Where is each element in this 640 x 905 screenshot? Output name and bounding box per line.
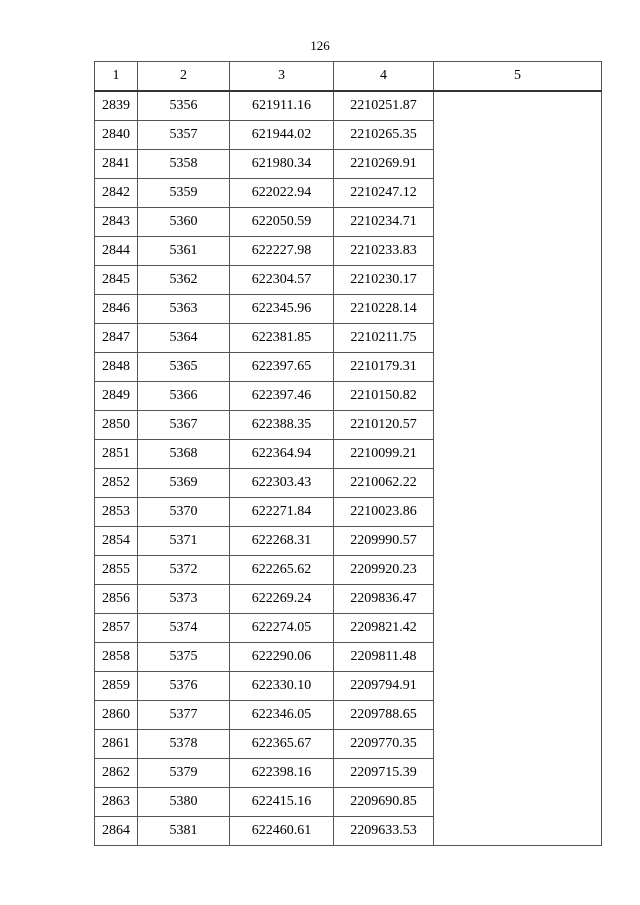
- notes-cell: [434, 91, 602, 846]
- coordinate-y-cell: 2209836.47: [334, 585, 434, 614]
- coordinate-x-cell: 622227.98: [230, 237, 334, 266]
- coordinate-x-cell: 622397.65: [230, 353, 334, 382]
- column-header: 1: [95, 62, 138, 92]
- coordinate-x-cell: 622265.62: [230, 556, 334, 585]
- point-number-cell: 5368: [138, 440, 230, 469]
- coordinate-y-cell: 2210251.87: [334, 91, 434, 121]
- coordinate-x-cell: 621911.16: [230, 91, 334, 121]
- coordinate-x-cell: 621944.02: [230, 121, 334, 150]
- table-header: [95, 62, 602, 92]
- coordinate-x-cell: 622397.46: [230, 382, 334, 411]
- coordinate-x-cell: 622345.96: [230, 295, 334, 324]
- coordinate-x-cell: 622271.84: [230, 498, 334, 527]
- point-number-cell: 5357: [138, 121, 230, 150]
- coordinate-x-cell: 622050.59: [230, 208, 334, 237]
- column-header: 2: [138, 62, 230, 92]
- point-number-cell: 5363: [138, 295, 230, 324]
- coordinate-y-cell: 2209633.53: [334, 817, 434, 846]
- row-number-cell: 2845: [95, 266, 138, 295]
- row-number-cell: 2862: [95, 759, 138, 788]
- row-number-cell: 2840: [95, 121, 138, 150]
- point-number-cell: 5369: [138, 469, 230, 498]
- coordinate-y-cell: 2209990.57: [334, 527, 434, 556]
- point-number-cell: 5366: [138, 382, 230, 411]
- row-number-cell: 2848: [95, 353, 138, 382]
- coordinate-y-cell: 2209690.85: [334, 788, 434, 817]
- coordinate-y-cell: 2210234.71: [334, 208, 434, 237]
- coordinate-y-cell: 2210265.35: [334, 121, 434, 150]
- row-number-cell: 2854: [95, 527, 138, 556]
- coordinate-y-cell: 2210269.91: [334, 150, 434, 179]
- column-header: 4: [334, 62, 434, 92]
- point-number-cell: 5365: [138, 353, 230, 382]
- point-number-cell: 5374: [138, 614, 230, 643]
- coordinate-y-cell: 2210062.22: [334, 469, 434, 498]
- row-number-cell: 2844: [95, 237, 138, 266]
- coordinate-x-cell: 622303.43: [230, 469, 334, 498]
- coordinate-y-cell: 2210228.14: [334, 295, 434, 324]
- row-number-cell: 2851: [95, 440, 138, 469]
- row-number-cell: 2856: [95, 585, 138, 614]
- point-number-cell: 5364: [138, 324, 230, 353]
- row-number-cell: 2859: [95, 672, 138, 701]
- column-header: 3: [230, 62, 334, 92]
- point-number-cell: 5356: [138, 91, 230, 121]
- point-number-cell: 5381: [138, 817, 230, 846]
- coordinate-x-cell: 622364.94: [230, 440, 334, 469]
- row-number-cell: 2853: [95, 498, 138, 527]
- point-number-cell: 5376: [138, 672, 230, 701]
- point-number-cell: 5378: [138, 730, 230, 759]
- row-number-cell: 2847: [95, 324, 138, 353]
- point-number-cell: 5361: [138, 237, 230, 266]
- row-number-cell: 2855: [95, 556, 138, 585]
- header-row: [95, 62, 602, 92]
- coordinate-y-cell: 2210099.21: [334, 440, 434, 469]
- point-number-cell: 5379: [138, 759, 230, 788]
- point-number-cell: 5362: [138, 266, 230, 295]
- coordinate-x-cell: 621980.34: [230, 150, 334, 179]
- row-number-cell: 2864: [95, 817, 138, 846]
- point-number-cell: 5373: [138, 585, 230, 614]
- coordinate-y-cell: 2210211.75: [334, 324, 434, 353]
- coordinate-y-cell: 2210150.82: [334, 382, 434, 411]
- row-number-cell: 2841: [95, 150, 138, 179]
- row-number-cell: 2860: [95, 701, 138, 730]
- coordinate-y-cell: 2210120.57: [334, 411, 434, 440]
- point-number-cell: 5380: [138, 788, 230, 817]
- coordinate-x-cell: 622022.94: [230, 179, 334, 208]
- row-number-cell: 2846: [95, 295, 138, 324]
- coordinate-x-cell: 622460.61: [230, 817, 334, 846]
- point-number-cell: 5371: [138, 527, 230, 556]
- coordinate-x-cell: 622268.31: [230, 527, 334, 556]
- row-number-cell: 2843: [95, 208, 138, 237]
- coordinate-y-cell: 2209788.65: [334, 701, 434, 730]
- coordinate-y-cell: 2210230.17: [334, 266, 434, 295]
- coordinate-x-cell: 622388.35: [230, 411, 334, 440]
- coordinate-y-cell: 2209715.39: [334, 759, 434, 788]
- point-number-cell: 5375: [138, 643, 230, 672]
- point-number-cell: 5377: [138, 701, 230, 730]
- coordinate-y-cell: 2209821.42: [334, 614, 434, 643]
- coordinate-x-cell: 622381.85: [230, 324, 334, 353]
- row-number-cell: 2839: [95, 91, 138, 121]
- coordinates-table: [94, 61, 602, 846]
- table-body: [95, 91, 602, 846]
- coordinate-x-cell: 622346.05: [230, 701, 334, 730]
- coordinate-x-cell: 622274.05: [230, 614, 334, 643]
- point-number-cell: 5370: [138, 498, 230, 527]
- row-number-cell: 2857: [95, 614, 138, 643]
- coordinate-y-cell: 2209811.48: [334, 643, 434, 672]
- coordinate-x-cell: 622290.06: [230, 643, 334, 672]
- coordinate-y-cell: 2209770.35: [334, 730, 434, 759]
- coordinate-x-cell: 622304.57: [230, 266, 334, 295]
- coordinate-x-cell: 622415.16: [230, 788, 334, 817]
- coordinate-y-cell: 2210233.83: [334, 237, 434, 266]
- coordinate-y-cell: 2210179.31: [334, 353, 434, 382]
- coordinate-x-cell: 622269.24: [230, 585, 334, 614]
- coordinate-x-cell: 622365.67: [230, 730, 334, 759]
- row-number-cell: 2861: [95, 730, 138, 759]
- point-number-cell: 5367: [138, 411, 230, 440]
- point-number-cell: 5372: [138, 556, 230, 585]
- coordinate-y-cell: 2209794.91: [334, 672, 434, 701]
- coordinate-x-cell: 622398.16: [230, 759, 334, 788]
- column-header: 5: [434, 62, 602, 92]
- coordinate-y-cell: 2210023.86: [334, 498, 434, 527]
- table-row: [95, 91, 602, 121]
- point-number-cell: 5359: [138, 179, 230, 208]
- point-number-cell: 5358: [138, 150, 230, 179]
- point-number-cell: 5360: [138, 208, 230, 237]
- coordinate-y-cell: 2210247.12: [334, 179, 434, 208]
- row-number-cell: 2850: [95, 411, 138, 440]
- row-number-cell: 2852: [95, 469, 138, 498]
- row-number-cell: 2863: [95, 788, 138, 817]
- coordinate-y-cell: 2209920.23: [334, 556, 434, 585]
- row-number-cell: 2858: [95, 643, 138, 672]
- coordinate-x-cell: 622330.10: [230, 672, 334, 701]
- row-number-cell: 2849: [95, 382, 138, 411]
- page-number: 126: [310, 38, 330, 53]
- row-number-cell: 2842: [95, 179, 138, 208]
